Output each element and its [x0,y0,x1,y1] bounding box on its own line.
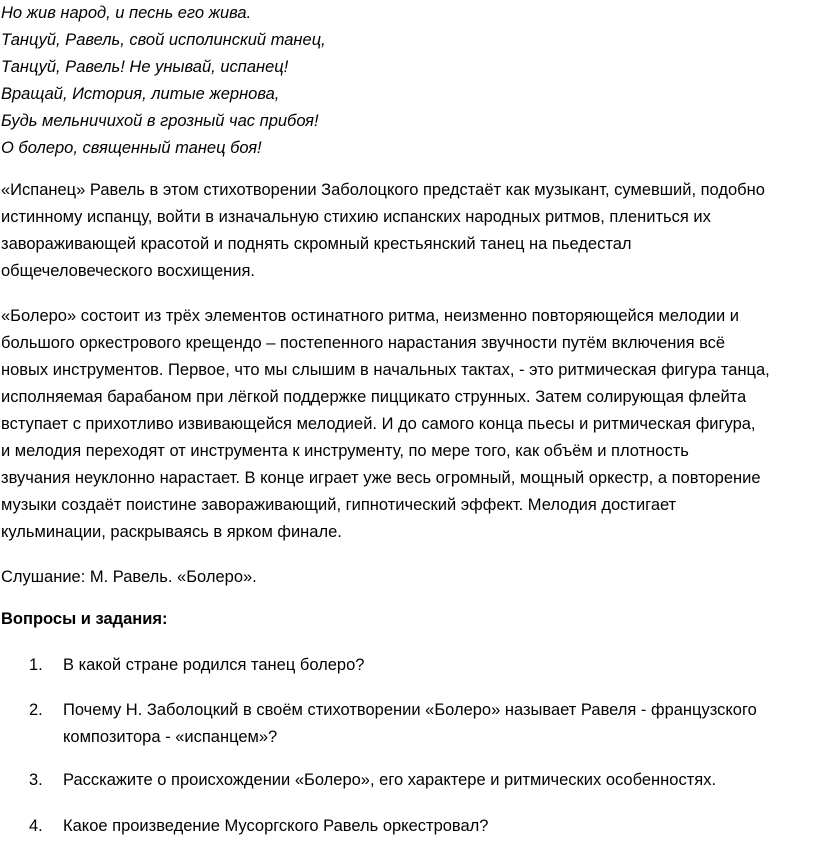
question-text [63,767,815,794]
paragraph-line: кульминации, раскрываясь в ярком финале. [1,523,342,541]
paragraph-line: новых инструментов. Первое, что мы слышим в начальных тактах, - это ритмическая фигура танца, [1,361,770,379]
paragraph-line: музыки создаёт поистине завораживающий, гипнотический эффект. Мелодия достигает [1,496,677,514]
question-line: Какое произведение Мусоргского Равель оркестровал? [63,817,489,835]
paragraph-line: общечеловеческого восхищения. [1,262,255,280]
question-line: композитора - «испанцем»? [63,728,278,746]
paragraph-bolero-structure [1,303,813,546]
poem-line: Но жив народ, и песнь его жива. [1,4,252,22]
poem-line: Танцуй, Равель! Не унывай, испанец! [1,58,289,76]
poem-line: Будь мельничихой в грозный час прибоя! [1,112,319,130]
question-line: В какой стране родился танец болеро? [63,656,365,674]
paragraph-line: исполняемая барабаном при лёгкой поддержке пиццикато струнных. Затем солирующая флейта [1,388,747,406]
paragraph-line: завораживающей красотой и поднять скромный крестьянский танец на пьедестал [1,235,632,253]
question-text [63,652,815,679]
paragraph-line: большого оркестрового крещендо – постепенного нарастания звучности путём включения всё [1,334,726,352]
poem-line: О болеро, священный танец боя! [1,139,262,157]
paragraph-ravel-spaniard [1,177,813,285]
question-number: 2. [29,701,43,719]
paragraph-line: вступает с прихотливо извивающейся мелодией. И до самого конца пьесы и ритмическая фигура, [1,415,756,433]
listening-line: Слушание: М. Равель. «Болеро». [1,568,257,586]
questions-heading: Вопросы и задания: [1,610,168,628]
paragraph-line: звучания неуклонно нарастает. В конце играет уже весь огромный, мощный оркестр, а повторение [1,469,761,487]
poem-excerpt [1,0,811,162]
paragraph-line: «Болеро» состоит из трёх элементов остинатного ритма, неизменно повторяющейся мелодии и [1,307,739,325]
paragraph-line: «Испанец» Равель в этом стихотворении Заболоцкого предстаёт как музыкант, сумевший, подобно [1,181,765,199]
poem-line: Танцуй, Равель, свой исполинский танец, [1,31,326,49]
question-text [63,813,815,840]
question-line: Расскажите о происхождении «Болеро», его характере и ритмических особенностях. [63,771,717,789]
question-line: Почему Н. Заболоцкий в своём стихотворении «Болеро» называет Равеля - французского [63,701,757,719]
question-number: 1. [29,656,43,674]
paragraph-line: и мелодия переходят от инструмента к инструменту, по мере того, как объём и плотность [1,442,689,460]
poem-line: Вращай, История, литые жернова, [1,85,280,103]
question-text [63,697,815,751]
paragraph-line: истинному испанцу, войти в изначальную стихию испанских народных ритмов, плениться их [1,208,711,226]
question-number: 3. [29,771,43,789]
question-number: 4. [29,817,43,835]
